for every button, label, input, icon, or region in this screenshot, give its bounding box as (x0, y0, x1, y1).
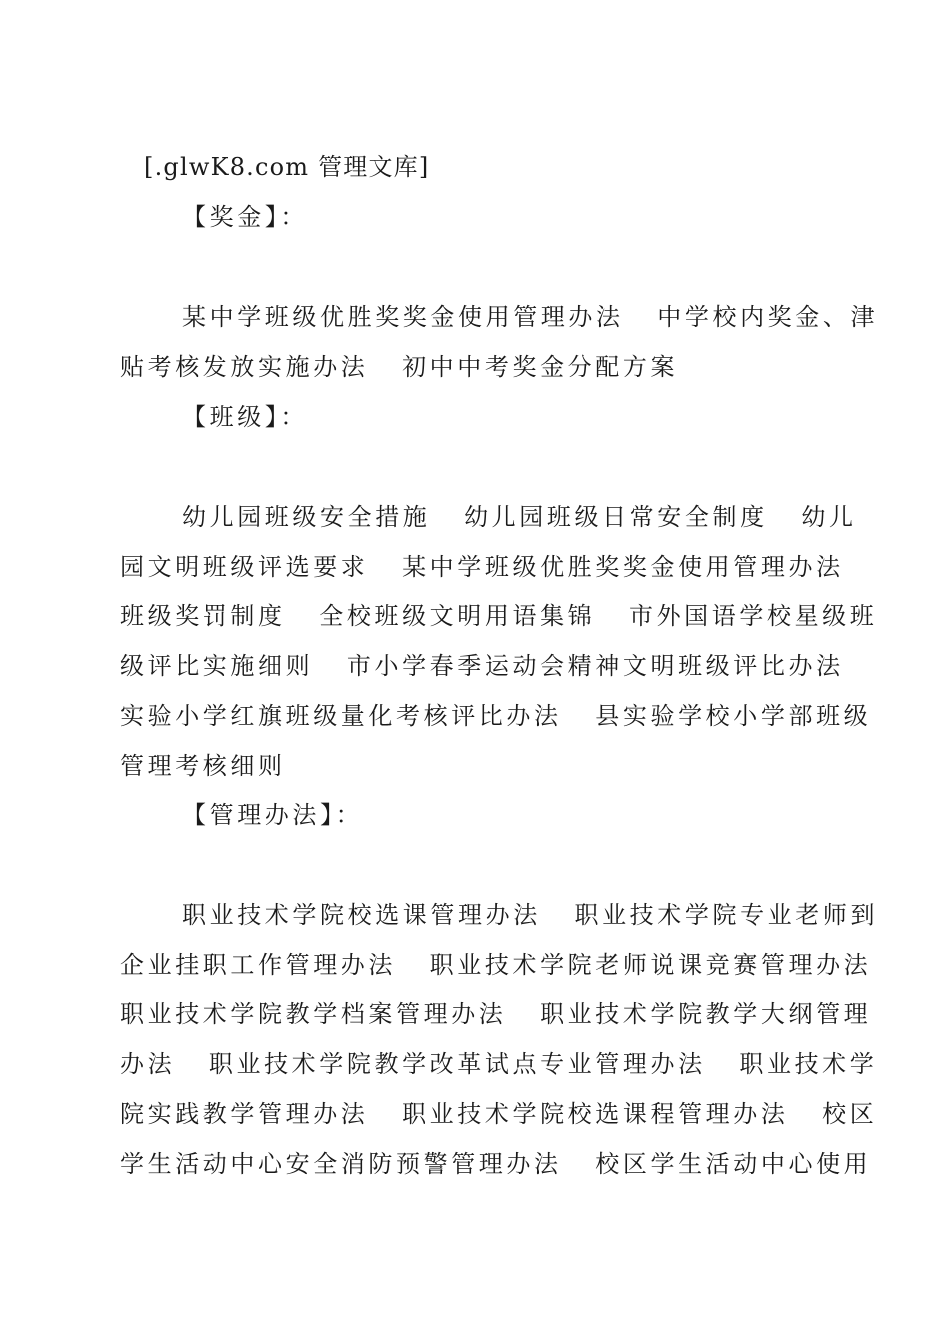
paragraph-line: 级评比实施细则 市小学春季运动会精神文明班级评比办法 (120, 652, 844, 680)
paragraph-line: 贴考核发放实施办法 初中中考奖金分配方案 (120, 353, 679, 381)
paragraph-line: 管理考核细则 (120, 752, 286, 780)
paragraph-line: 幼儿园班级安全措施 幼儿园班级日常安全制度 幼儿 (182, 503, 857, 531)
section-heading-class: 【班级】： (182, 403, 308, 431)
section-heading-management: 【管理办法】： (182, 801, 364, 829)
section-heading-bonus: 【奖金】： (182, 203, 308, 231)
paragraph-line: 园文明班级评选要求 某中学班级优胜奖奖金使用管理办法 (120, 553, 844, 581)
paragraph-line: 班级奖罚制度 全校班级文明用语集锦 市外国语学校星级班 (120, 602, 878, 630)
paragraph-line: 院实践教学管理办法 职业技术学院校选课程管理办法 校区 (120, 1100, 878, 1128)
paragraph-line: 职业技术学院教学档案管理办法 职业技术学院教学大纲管理 (120, 1000, 872, 1028)
paragraph-line: 某中学班级优胜奖奖金使用管理办法 中学校内奖金、津 (182, 303, 879, 331)
paragraph-line: 实验小学红旗班级量化考核评比办法 县实验学校小学部班级 (120, 702, 872, 730)
paragraph-line: 学生活动中心安全消防预警管理办法 校区学生活动中心使用 (120, 1150, 872, 1178)
source-line: [.glwK8.com 管理文库] (144, 153, 430, 181)
paragraph-line: 职业技术学院校选课管理办法 职业技术学院专业老师到 (182, 901, 879, 929)
paragraph-line: 企业挂职工作管理办法 职业技术学院老师说课竞赛管理办法 (120, 951, 872, 979)
paragraph-line: 办法 职业技术学院教学改革试点专业管理办法 职业技术学 (120, 1050, 878, 1078)
